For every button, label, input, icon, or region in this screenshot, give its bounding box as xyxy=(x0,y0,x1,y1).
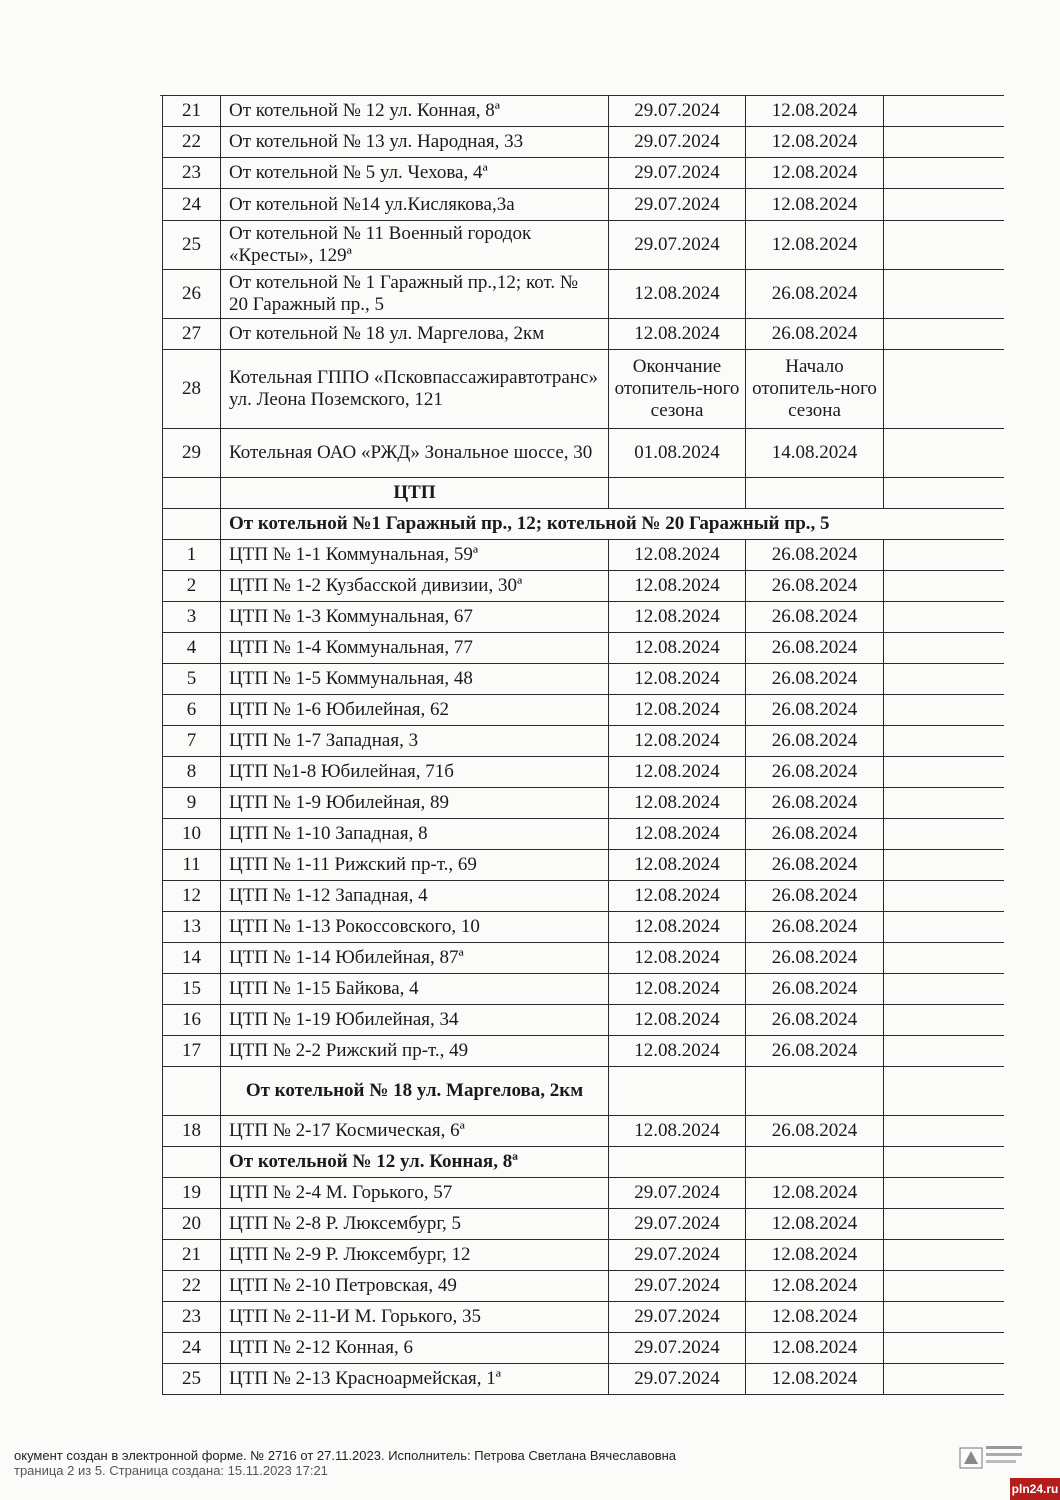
row-start-date: 29.07.2024 xyxy=(609,96,746,127)
row-number: 21 xyxy=(163,1240,221,1271)
row-number: 18 xyxy=(163,1116,221,1147)
row-end-date: 26.08.2024 xyxy=(746,319,884,350)
table-row xyxy=(163,96,1004,127)
schedule-table-body xyxy=(163,96,1004,1395)
row-end-date: 26.08.2024 xyxy=(746,974,884,1005)
row-number: 10 xyxy=(163,819,221,850)
row-end-date: 26.08.2024 xyxy=(746,1116,884,1147)
row-name: ЦТП № 1-12 Западная, 4 xyxy=(221,881,609,912)
table-group-row xyxy=(163,478,1004,509)
row-number: 4 xyxy=(163,633,221,664)
table-group-row xyxy=(163,1147,1004,1178)
group-heading: ЦТП xyxy=(221,478,609,509)
row-note xyxy=(884,127,1004,158)
row-name: От котельной №14 ул.Кислякова,3а xyxy=(221,189,609,221)
row-name: ЦТП № 2-2 Рижский пр-т., 49 xyxy=(221,1036,609,1067)
row-number-empty xyxy=(163,1147,221,1178)
row-end-date: 12.08.2024 xyxy=(746,1302,884,1333)
row-number-empty xyxy=(163,478,221,509)
row-end-date: 12.08.2024 xyxy=(746,1364,884,1395)
table-group-row xyxy=(163,1067,1004,1116)
row-end-date: 12.08.2024 xyxy=(746,1240,884,1271)
row-number: 26 xyxy=(163,270,221,319)
row-start-date: 12.08.2024 xyxy=(609,912,746,943)
row-end-date: Начало отопитель-ного сезона xyxy=(746,350,884,429)
table-row xyxy=(163,788,1004,819)
row-number: 17 xyxy=(163,1036,221,1067)
row-note xyxy=(884,1364,1004,1395)
row-end-date-empty xyxy=(746,1147,884,1178)
row-note xyxy=(884,974,1004,1005)
row-name: ЦТП № 1-5 Коммунальная, 48 xyxy=(221,664,609,695)
row-start-date: 12.08.2024 xyxy=(609,633,746,664)
row-end-date-empty xyxy=(746,478,884,509)
row-number: 25 xyxy=(163,221,221,270)
table-row xyxy=(163,726,1004,757)
footer-doc-info: окумент создан в электронной форме. № 2716 от 27.11.2023. Исполнитель: Петрова Светлана Вячеславовна xyxy=(14,1448,677,1463)
row-note xyxy=(884,695,1004,726)
row-number: 15 xyxy=(163,974,221,1005)
row-note xyxy=(884,850,1004,881)
row-name: ЦТП № 2-9 Р. Люксембург, 12 xyxy=(221,1240,609,1271)
row-number: 29 xyxy=(163,429,221,478)
row-start-date: 29.07.2024 xyxy=(609,221,746,270)
row-name: От котельной № 5 ул. Чехова, 4ª xyxy=(221,158,609,189)
row-end-date: 26.08.2024 xyxy=(746,1036,884,1067)
row-start-date: 12.08.2024 xyxy=(609,1116,746,1147)
row-start-date: 12.08.2024 xyxy=(609,540,746,571)
row-name: ЦТП № 1-15 Байкова, 4 xyxy=(221,974,609,1005)
row-name: ЦТП № 1-3 Коммунальная, 67 xyxy=(221,602,609,633)
government-seal-icon xyxy=(958,1442,1028,1472)
row-note xyxy=(884,478,1004,509)
table-row xyxy=(163,819,1004,850)
row-note xyxy=(884,633,1004,664)
row-number: 28 xyxy=(163,350,221,429)
row-name: ЦТП № 1-4 Коммунальная, 77 xyxy=(221,633,609,664)
row-end-date-empty xyxy=(746,1067,884,1116)
row-number: 16 xyxy=(163,1005,221,1036)
row-name: ЦТП № 1-19 Юбилейная, 34 xyxy=(221,1005,609,1036)
row-note xyxy=(884,1147,1004,1178)
row-end-date: 26.08.2024 xyxy=(746,912,884,943)
row-note xyxy=(884,1240,1004,1271)
row-name: От котельной № 13 ул. Народная, 33 xyxy=(221,127,609,158)
row-name: ЦТП № 1-9 Юбилейная, 89 xyxy=(221,788,609,819)
row-note xyxy=(884,1209,1004,1240)
table-row xyxy=(163,912,1004,943)
row-name: ЦТП № 1-7 Западная, 3 xyxy=(221,726,609,757)
row-start-date: 29.07.2024 xyxy=(609,158,746,189)
row-start-date: 29.07.2024 xyxy=(609,189,746,221)
row-note xyxy=(884,189,1004,221)
row-name: ЦТП № 2-13 Красноармейская, 1ª xyxy=(221,1364,609,1395)
table-row xyxy=(163,943,1004,974)
table-row xyxy=(163,850,1004,881)
row-number: 19 xyxy=(163,1178,221,1209)
row-note xyxy=(884,757,1004,788)
row-number: 24 xyxy=(163,1333,221,1364)
row-number: 14 xyxy=(163,943,221,974)
row-note xyxy=(884,1036,1004,1067)
row-start-date: 01.08.2024 xyxy=(609,429,746,478)
row-note xyxy=(884,270,1004,319)
row-number: 2 xyxy=(163,571,221,602)
row-note xyxy=(884,158,1004,189)
row-number: 9 xyxy=(163,788,221,819)
row-start-date: 12.08.2024 xyxy=(609,881,746,912)
row-number: 11 xyxy=(163,850,221,881)
table-row xyxy=(163,974,1004,1005)
row-start-date: 29.07.2024 xyxy=(609,1302,746,1333)
row-end-date: 14.08.2024 xyxy=(746,429,884,478)
table-row xyxy=(163,319,1004,350)
row-number: 24 xyxy=(163,189,221,221)
row-number: 12 xyxy=(163,881,221,912)
schedule-table xyxy=(162,95,1004,1395)
row-number: 23 xyxy=(163,158,221,189)
row-start-date: Окончание отопитель-ного сезона xyxy=(609,350,746,429)
row-start-date: 29.07.2024 xyxy=(609,1271,746,1302)
row-start-date-empty xyxy=(609,1147,746,1178)
row-end-date: 26.08.2024 xyxy=(746,571,884,602)
table-row xyxy=(163,1271,1004,1302)
row-note xyxy=(884,912,1004,943)
row-name: ЦТП № 1-13 Рокоссовского, 10 xyxy=(221,912,609,943)
row-note xyxy=(884,1271,1004,1302)
footer-page-info: траница 2 из 5. Страница создана: 15.11.2023 17:21 xyxy=(14,1463,328,1478)
row-name: ЦТП № 1-11 Рижский пр-т., 69 xyxy=(221,850,609,881)
row-note xyxy=(884,1067,1004,1116)
row-note xyxy=(884,726,1004,757)
row-end-date: 12.08.2024 xyxy=(746,127,884,158)
row-number: 6 xyxy=(163,695,221,726)
table-row xyxy=(163,757,1004,788)
table-row xyxy=(163,1005,1004,1036)
row-start-date: 12.08.2024 xyxy=(609,664,746,695)
group-heading: От котельной № 12 ул. Конная, 8ª xyxy=(221,1147,609,1178)
row-start-date: 29.07.2024 xyxy=(609,1364,746,1395)
row-number: 25 xyxy=(163,1364,221,1395)
row-start-date: 12.08.2024 xyxy=(609,757,746,788)
watermark-logo: pln24.ru xyxy=(1010,1478,1060,1500)
row-start-date: 12.08.2024 xyxy=(609,850,746,881)
table-row xyxy=(163,1333,1004,1364)
row-end-date: 26.08.2024 xyxy=(746,850,884,881)
table-row xyxy=(163,1302,1004,1333)
row-end-date: 26.08.2024 xyxy=(746,695,884,726)
row-start-date: 12.08.2024 xyxy=(609,319,746,350)
row-note xyxy=(884,350,1004,429)
row-start-date: 12.08.2024 xyxy=(609,602,746,633)
row-end-date: 12.08.2024 xyxy=(746,96,884,127)
table-row xyxy=(163,189,1004,221)
row-number: 3 xyxy=(163,602,221,633)
row-note xyxy=(884,1333,1004,1364)
table-row xyxy=(163,1178,1004,1209)
row-note xyxy=(884,96,1004,127)
row-note xyxy=(884,788,1004,819)
table-row xyxy=(163,158,1004,189)
row-number-empty xyxy=(163,1067,221,1116)
row-name: ЦТП № 2-11-И М. Горького, 35 xyxy=(221,1302,609,1333)
table-row xyxy=(163,429,1004,478)
row-start-date: 12.08.2024 xyxy=(609,695,746,726)
row-note xyxy=(884,943,1004,974)
row-note xyxy=(884,319,1004,350)
row-start-date: 12.08.2024 xyxy=(609,819,746,850)
row-start-date: 12.08.2024 xyxy=(609,726,746,757)
row-start-date: 29.07.2024 xyxy=(609,1240,746,1271)
row-start-date: 12.08.2024 xyxy=(609,1005,746,1036)
row-end-date: 26.08.2024 xyxy=(746,270,884,319)
table-row xyxy=(163,270,1004,319)
row-number: 23 xyxy=(163,1302,221,1333)
table-row xyxy=(163,221,1004,270)
row-start-date: 29.07.2024 xyxy=(609,1209,746,1240)
row-end-date: 26.08.2024 xyxy=(746,943,884,974)
row-name: ЦТП № 2-17 Космическая, 6ª xyxy=(221,1116,609,1147)
row-end-date: 26.08.2024 xyxy=(746,726,884,757)
row-start-date: 12.08.2024 xyxy=(609,571,746,602)
table-row xyxy=(163,1209,1004,1240)
row-end-date: 26.08.2024 xyxy=(746,757,884,788)
row-number-empty xyxy=(163,509,221,540)
row-name: ЦТП № 2-4 М. Горького, 57 xyxy=(221,1178,609,1209)
row-note xyxy=(884,1116,1004,1147)
row-start-date: 12.08.2024 xyxy=(609,788,746,819)
row-end-date: 12.08.2024 xyxy=(746,158,884,189)
row-start-date: 29.07.2024 xyxy=(609,127,746,158)
table-row xyxy=(163,1240,1004,1271)
table-group-row xyxy=(163,509,1004,540)
row-name: ЦТП № 1-10 Западная, 8 xyxy=(221,819,609,850)
row-note xyxy=(884,571,1004,602)
table-row xyxy=(163,127,1004,158)
row-number: 27 xyxy=(163,319,221,350)
group-heading: От котельной № 18 ул. Маргелова, 2км xyxy=(221,1067,609,1116)
row-start-date-empty xyxy=(609,478,746,509)
row-end-date: 12.08.2024 xyxy=(746,1333,884,1364)
row-end-date: 26.08.2024 xyxy=(746,788,884,819)
row-start-date: 29.07.2024 xyxy=(609,1333,746,1364)
row-number: 20 xyxy=(163,1209,221,1240)
row-name: Котельная ОАО «РЖД» Зональное шоссе, 30 xyxy=(221,429,609,478)
row-end-date: 12.08.2024 xyxy=(746,1271,884,1302)
row-number: 22 xyxy=(163,1271,221,1302)
row-start-date: 12.08.2024 xyxy=(609,1036,746,1067)
row-end-date: 26.08.2024 xyxy=(746,881,884,912)
row-name: ЦТП №1-8 Юбилейная, 71б xyxy=(221,757,609,788)
row-note xyxy=(884,1178,1004,1209)
row-end-date: 26.08.2024 xyxy=(746,1005,884,1036)
row-start-date: 12.08.2024 xyxy=(609,943,746,974)
table-row xyxy=(163,633,1004,664)
row-end-date: 26.08.2024 xyxy=(746,602,884,633)
row-name: Котельная ГППО «Псковпассажиравтотранс» ул. Леона Поземского, 121 xyxy=(221,350,609,429)
row-note xyxy=(884,819,1004,850)
row-note xyxy=(884,221,1004,270)
group-heading: От котельной №1 Гаражный пр., 12; котельной № 20 Гаражный пр., 5 xyxy=(221,509,1004,540)
table-row xyxy=(163,1364,1004,1395)
row-end-date: 12.08.2024 xyxy=(746,1178,884,1209)
row-name: ЦТП № 2-8 Р. Люксембург, 5 xyxy=(221,1209,609,1240)
row-number: 22 xyxy=(163,127,221,158)
table-row xyxy=(163,695,1004,726)
row-note xyxy=(884,664,1004,695)
row-name: ЦТП № 1-14 Юбилейная, 87ª xyxy=(221,943,609,974)
row-number: 1 xyxy=(163,540,221,571)
table-row xyxy=(163,1036,1004,1067)
row-number: 5 xyxy=(163,664,221,695)
row-note xyxy=(884,429,1004,478)
row-end-date: 12.08.2024 xyxy=(746,221,884,270)
table-row xyxy=(163,881,1004,912)
row-end-date: 26.08.2024 xyxy=(746,664,884,695)
row-name: От котельной № 18 ул. Маргелова, 2км xyxy=(221,319,609,350)
row-number: 21 xyxy=(163,96,221,127)
row-name: ЦТП № 1-2 Кузбасской дивизии, 30ª xyxy=(221,571,609,602)
row-name: От котельной № 1 Гаражный пр.,12; кот. № 20 Гаражный пр., 5 xyxy=(221,270,609,319)
table-row xyxy=(163,664,1004,695)
row-start-date: 29.07.2024 xyxy=(609,1178,746,1209)
row-name: ЦТП № 1-6 Юбилейная, 62 xyxy=(221,695,609,726)
row-start-date: 12.08.2024 xyxy=(609,974,746,1005)
row-note xyxy=(884,1005,1004,1036)
row-name: ЦТП № 1-1 Коммунальная, 59ª xyxy=(221,540,609,571)
row-note xyxy=(884,540,1004,571)
table-row xyxy=(163,540,1004,571)
row-start-date-empty xyxy=(609,1067,746,1116)
table-row xyxy=(163,1116,1004,1147)
row-number: 8 xyxy=(163,757,221,788)
table-row xyxy=(163,602,1004,633)
row-note xyxy=(884,881,1004,912)
row-start-date: 12.08.2024 xyxy=(609,270,746,319)
table-row xyxy=(163,571,1004,602)
row-number: 13 xyxy=(163,912,221,943)
row-note xyxy=(884,1302,1004,1333)
row-end-date: 12.08.2024 xyxy=(746,1209,884,1240)
row-end-date: 26.08.2024 xyxy=(746,540,884,571)
row-end-date: 26.08.2024 xyxy=(746,633,884,664)
row-end-date: 12.08.2024 xyxy=(746,189,884,221)
row-number: 7 xyxy=(163,726,221,757)
row-name: ЦТП № 2-12 Конная, 6 xyxy=(221,1333,609,1364)
row-end-date: 26.08.2024 xyxy=(746,819,884,850)
row-name: От котельной № 11 Военный городок «Кресты», 129ª xyxy=(221,221,609,270)
table-row xyxy=(163,350,1004,429)
row-note xyxy=(884,602,1004,633)
row-name: От котельной № 12 ул. Конная, 8ª xyxy=(221,96,609,127)
row-name: ЦТП № 2-10 Петровская, 49 xyxy=(221,1271,609,1302)
